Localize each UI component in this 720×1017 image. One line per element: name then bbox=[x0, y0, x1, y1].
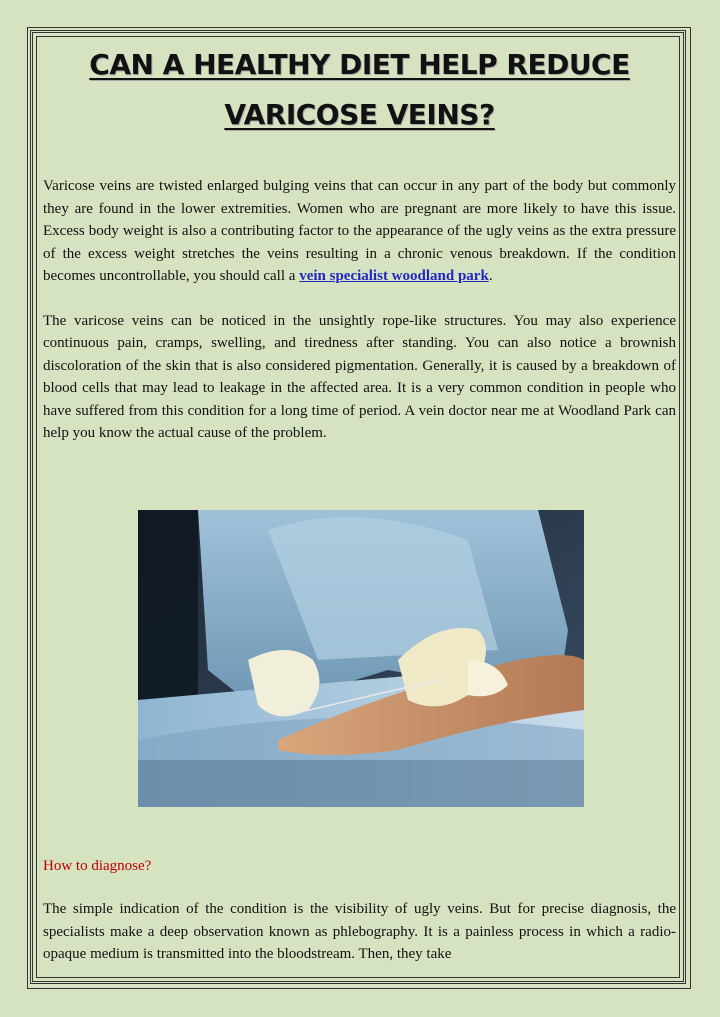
paragraph-intro bbox=[43, 175, 676, 288]
page-title bbox=[43, 40, 676, 140]
paragraph-intro-end: . bbox=[488, 268, 493, 284]
paragraph-diagnosis: The simple indication of the condition is the visibility of ugly veins. But for precise diagnosis, the specialists make a deep observation known as phlebography. It is a painless process in which a radio-opaque medium is transmitted into the bloodstream. Then, they take bbox=[43, 901, 676, 962]
document-body bbox=[43, 40, 676, 962]
title-line-2: VARICOSE VEINS? bbox=[224, 98, 495, 131]
paragraph-symptoms: The varicose veins can be noticed in the unsightly rope-like structures. You may also experience continuous pain, cramps, swelling, and tiredness after standing. You can also notice a brownish discoloration of the skin that is also considered pigmentation. Generally, it is caused by a breakdown of blood cells that may lead to leakage in the affected area. It is a very common condition in people who have suffered from this condition for a long time of period. A vein doctor near me at Woodland Park can help you know the actual cause of the problem. bbox=[43, 312, 676, 441]
section-heading-diagnose: How to diagnose? bbox=[43, 858, 152, 874]
title-line-1: CAN A HEALTHY DIET HELP REDUCE bbox=[89, 48, 630, 81]
surgery-photo-illustration bbox=[138, 510, 584, 807]
paragraph-intro-text: Varicose veins are twisted enlarged bulging veins that can occur in any part of the body but commonly they are found in the lower extremities. Women who are pregnant are more likely to have this issue. Excess body weight is also a contributing factor to the appearance of the ugly veins as the extra pressure of the excess weight stretches the veins resulting in a chronic venous breakdown. If the condition becomes uncontrollable, you should call a bbox=[43, 178, 676, 284]
surgery-photo bbox=[138, 510, 584, 807]
vein-specialist-link[interactable]: vein specialist woodland park bbox=[299, 268, 489, 284]
